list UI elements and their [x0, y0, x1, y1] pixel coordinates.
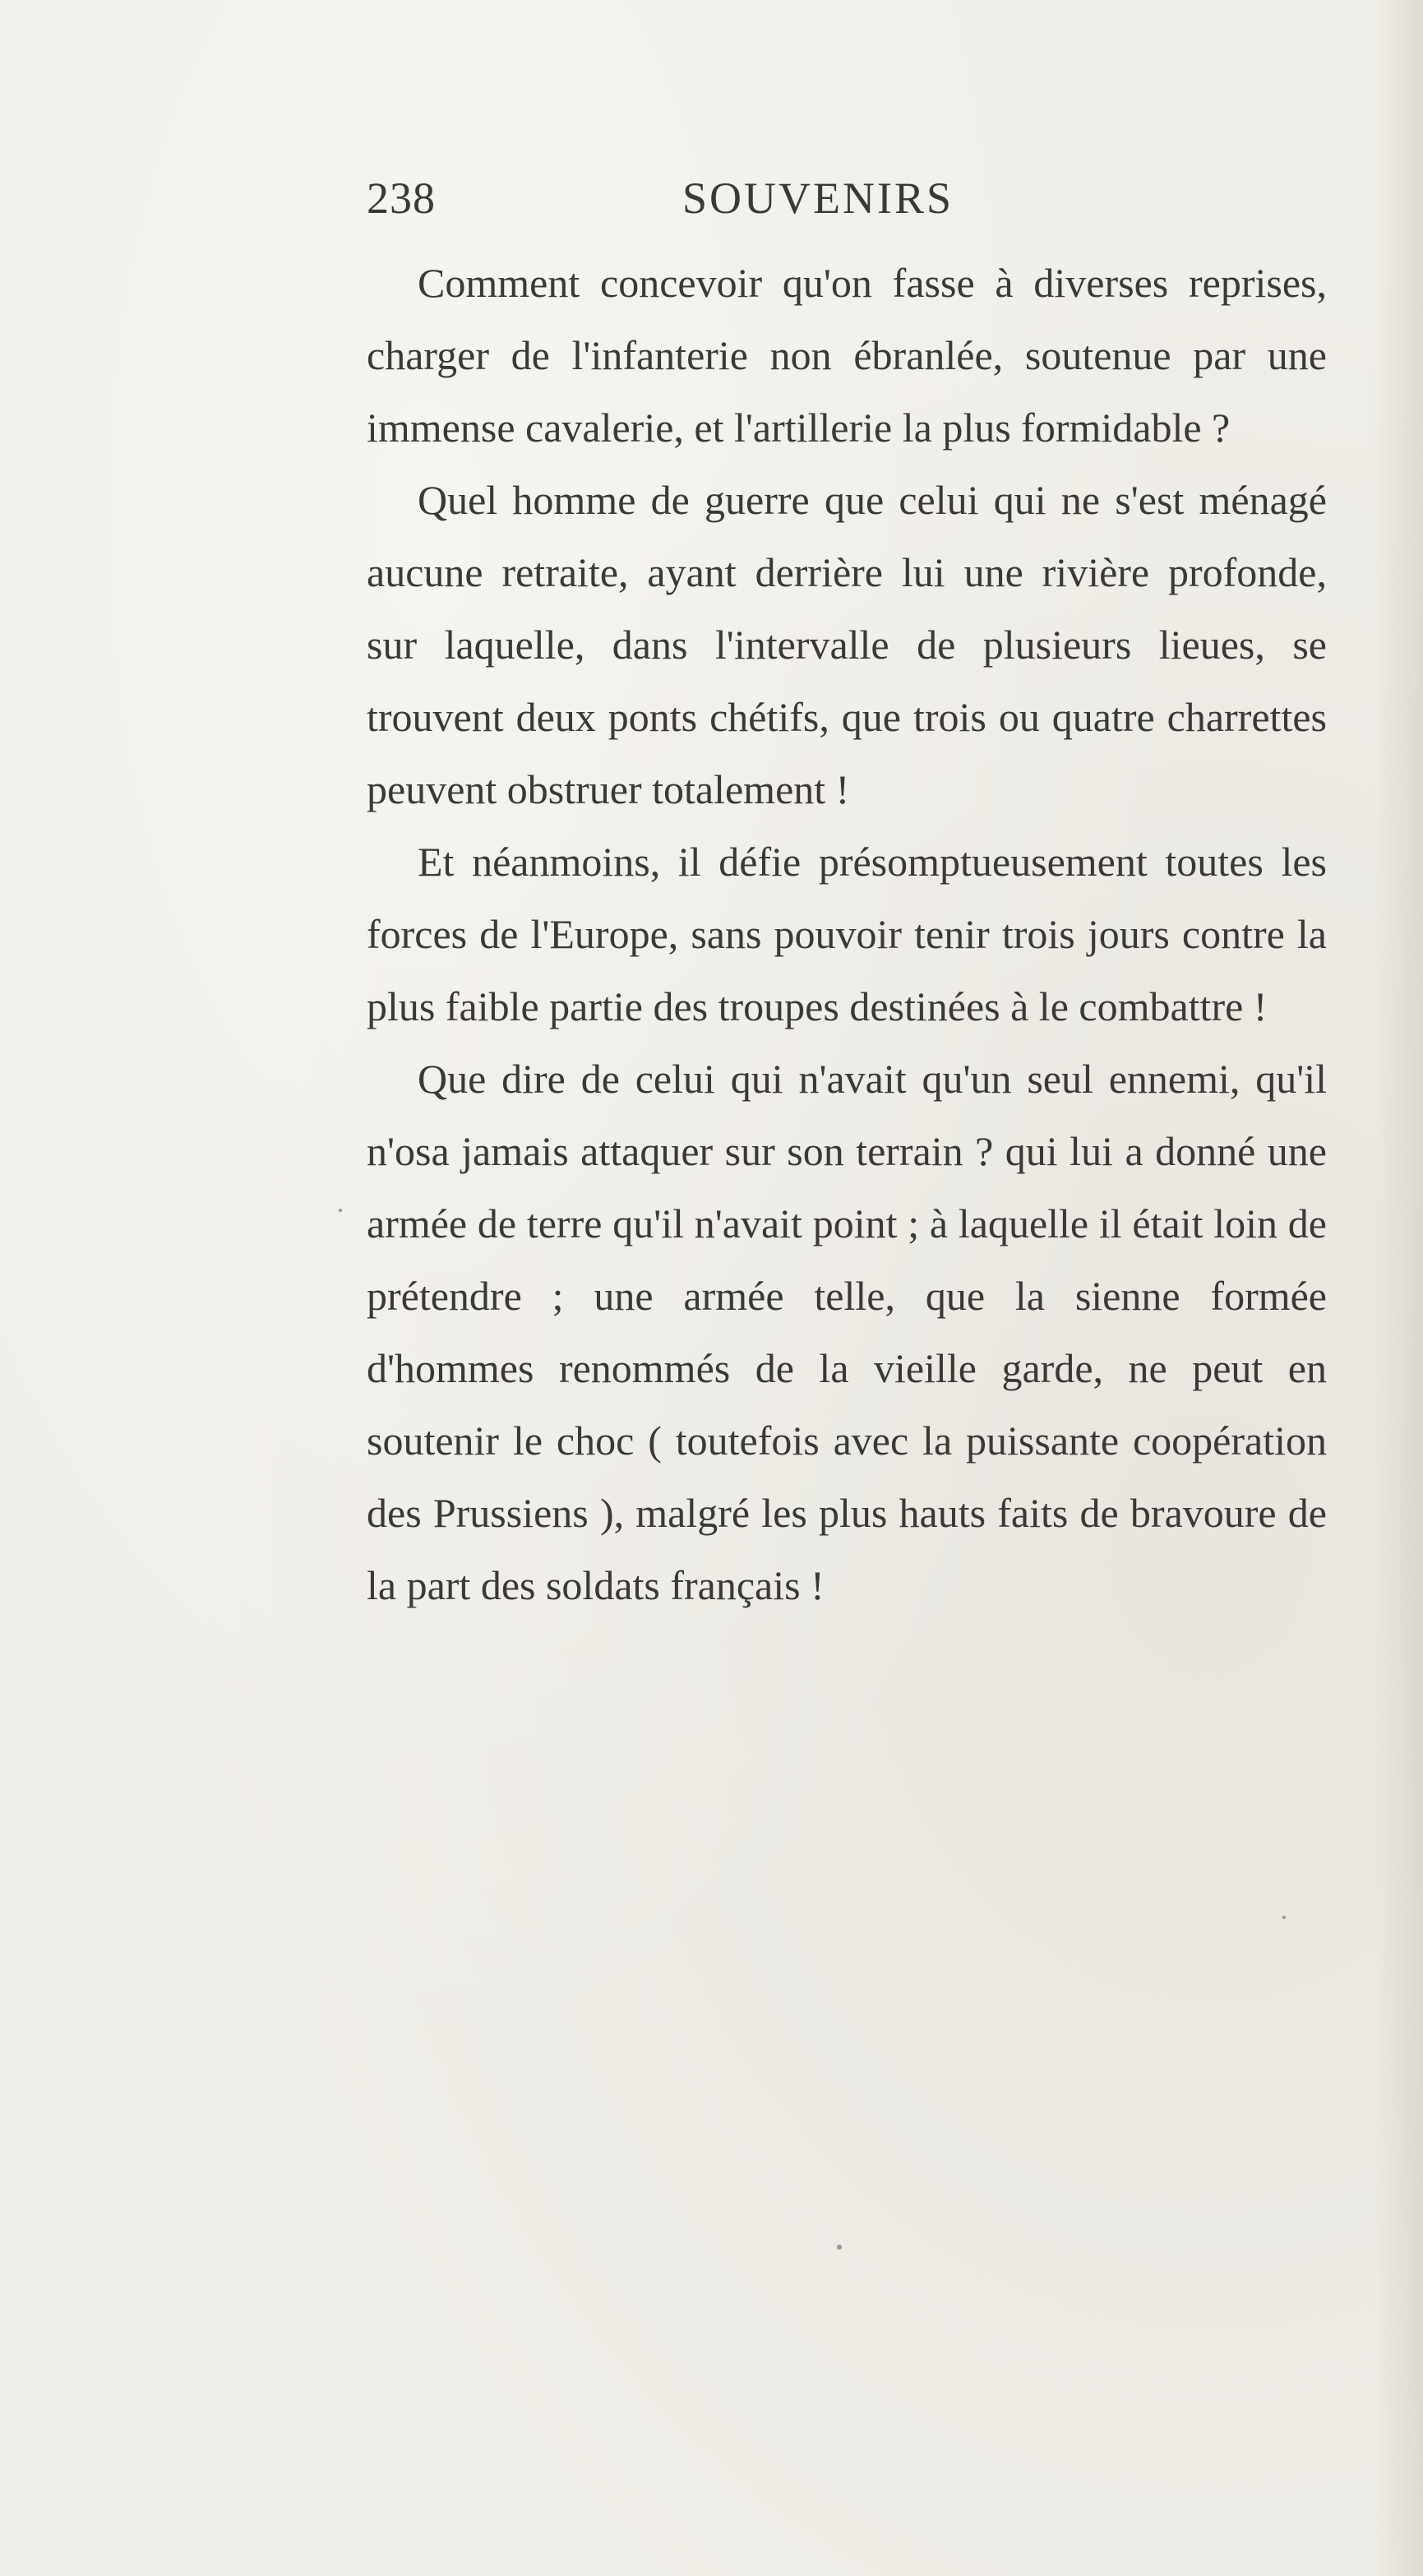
paragraph: Comment concevoir qu'on fasse à diverses reprises, charger de l'infanterie non ébranlée, soutenue par une immense cavalerie, et l'artillerie la plus formidable ? [367, 260, 1327, 451]
paragraph: Que dire de celui qui n'avait qu'un seul ennemi, qu'il n'osa jamais attaquer sur son terrain ? qui lui a donné une armée de terre qu'il n'avait point ; à laquelle il était loin de prétendre ; une armée telle, que la sienne formée d'hommes renommés de la vieille garde, ne peut en soutenir le choc ( toutefois avec la puissante coopération des Prussiens ), malgré les plus hauts faits de bravoure de la part des soldats français ! [367, 1056, 1327, 1608]
running-head: SOUVENIRS [682, 173, 954, 223]
paper-speck [339, 1209, 342, 1212]
body-text [367, 247, 1327, 1621]
paragraph: Quel homme de guerre que celui qui ne s'est ménagé aucune retraite, ayant derrière lui une rivière profonde, sur laquelle, dans l'intervalle de plusieurs lieues, se trouvent deux ponts chétifs, que trois ou quatre charrettes peuvent obstruer totalement ! [367, 477, 1327, 812]
paper-speck [837, 2245, 842, 2250]
paragraph: Et néanmoins, il défie présomptueusement toutes les forces de l'Europe, sans pouvoir tenir trois jours contre la plus faible partie des troupes destinées à le combattre ! [367, 839, 1327, 1029]
page-header [367, 173, 1189, 238]
page-number: 238 [367, 173, 436, 223]
page-edge-shadow [1374, 0, 1423, 2576]
paper-speck [1282, 1916, 1286, 1919]
